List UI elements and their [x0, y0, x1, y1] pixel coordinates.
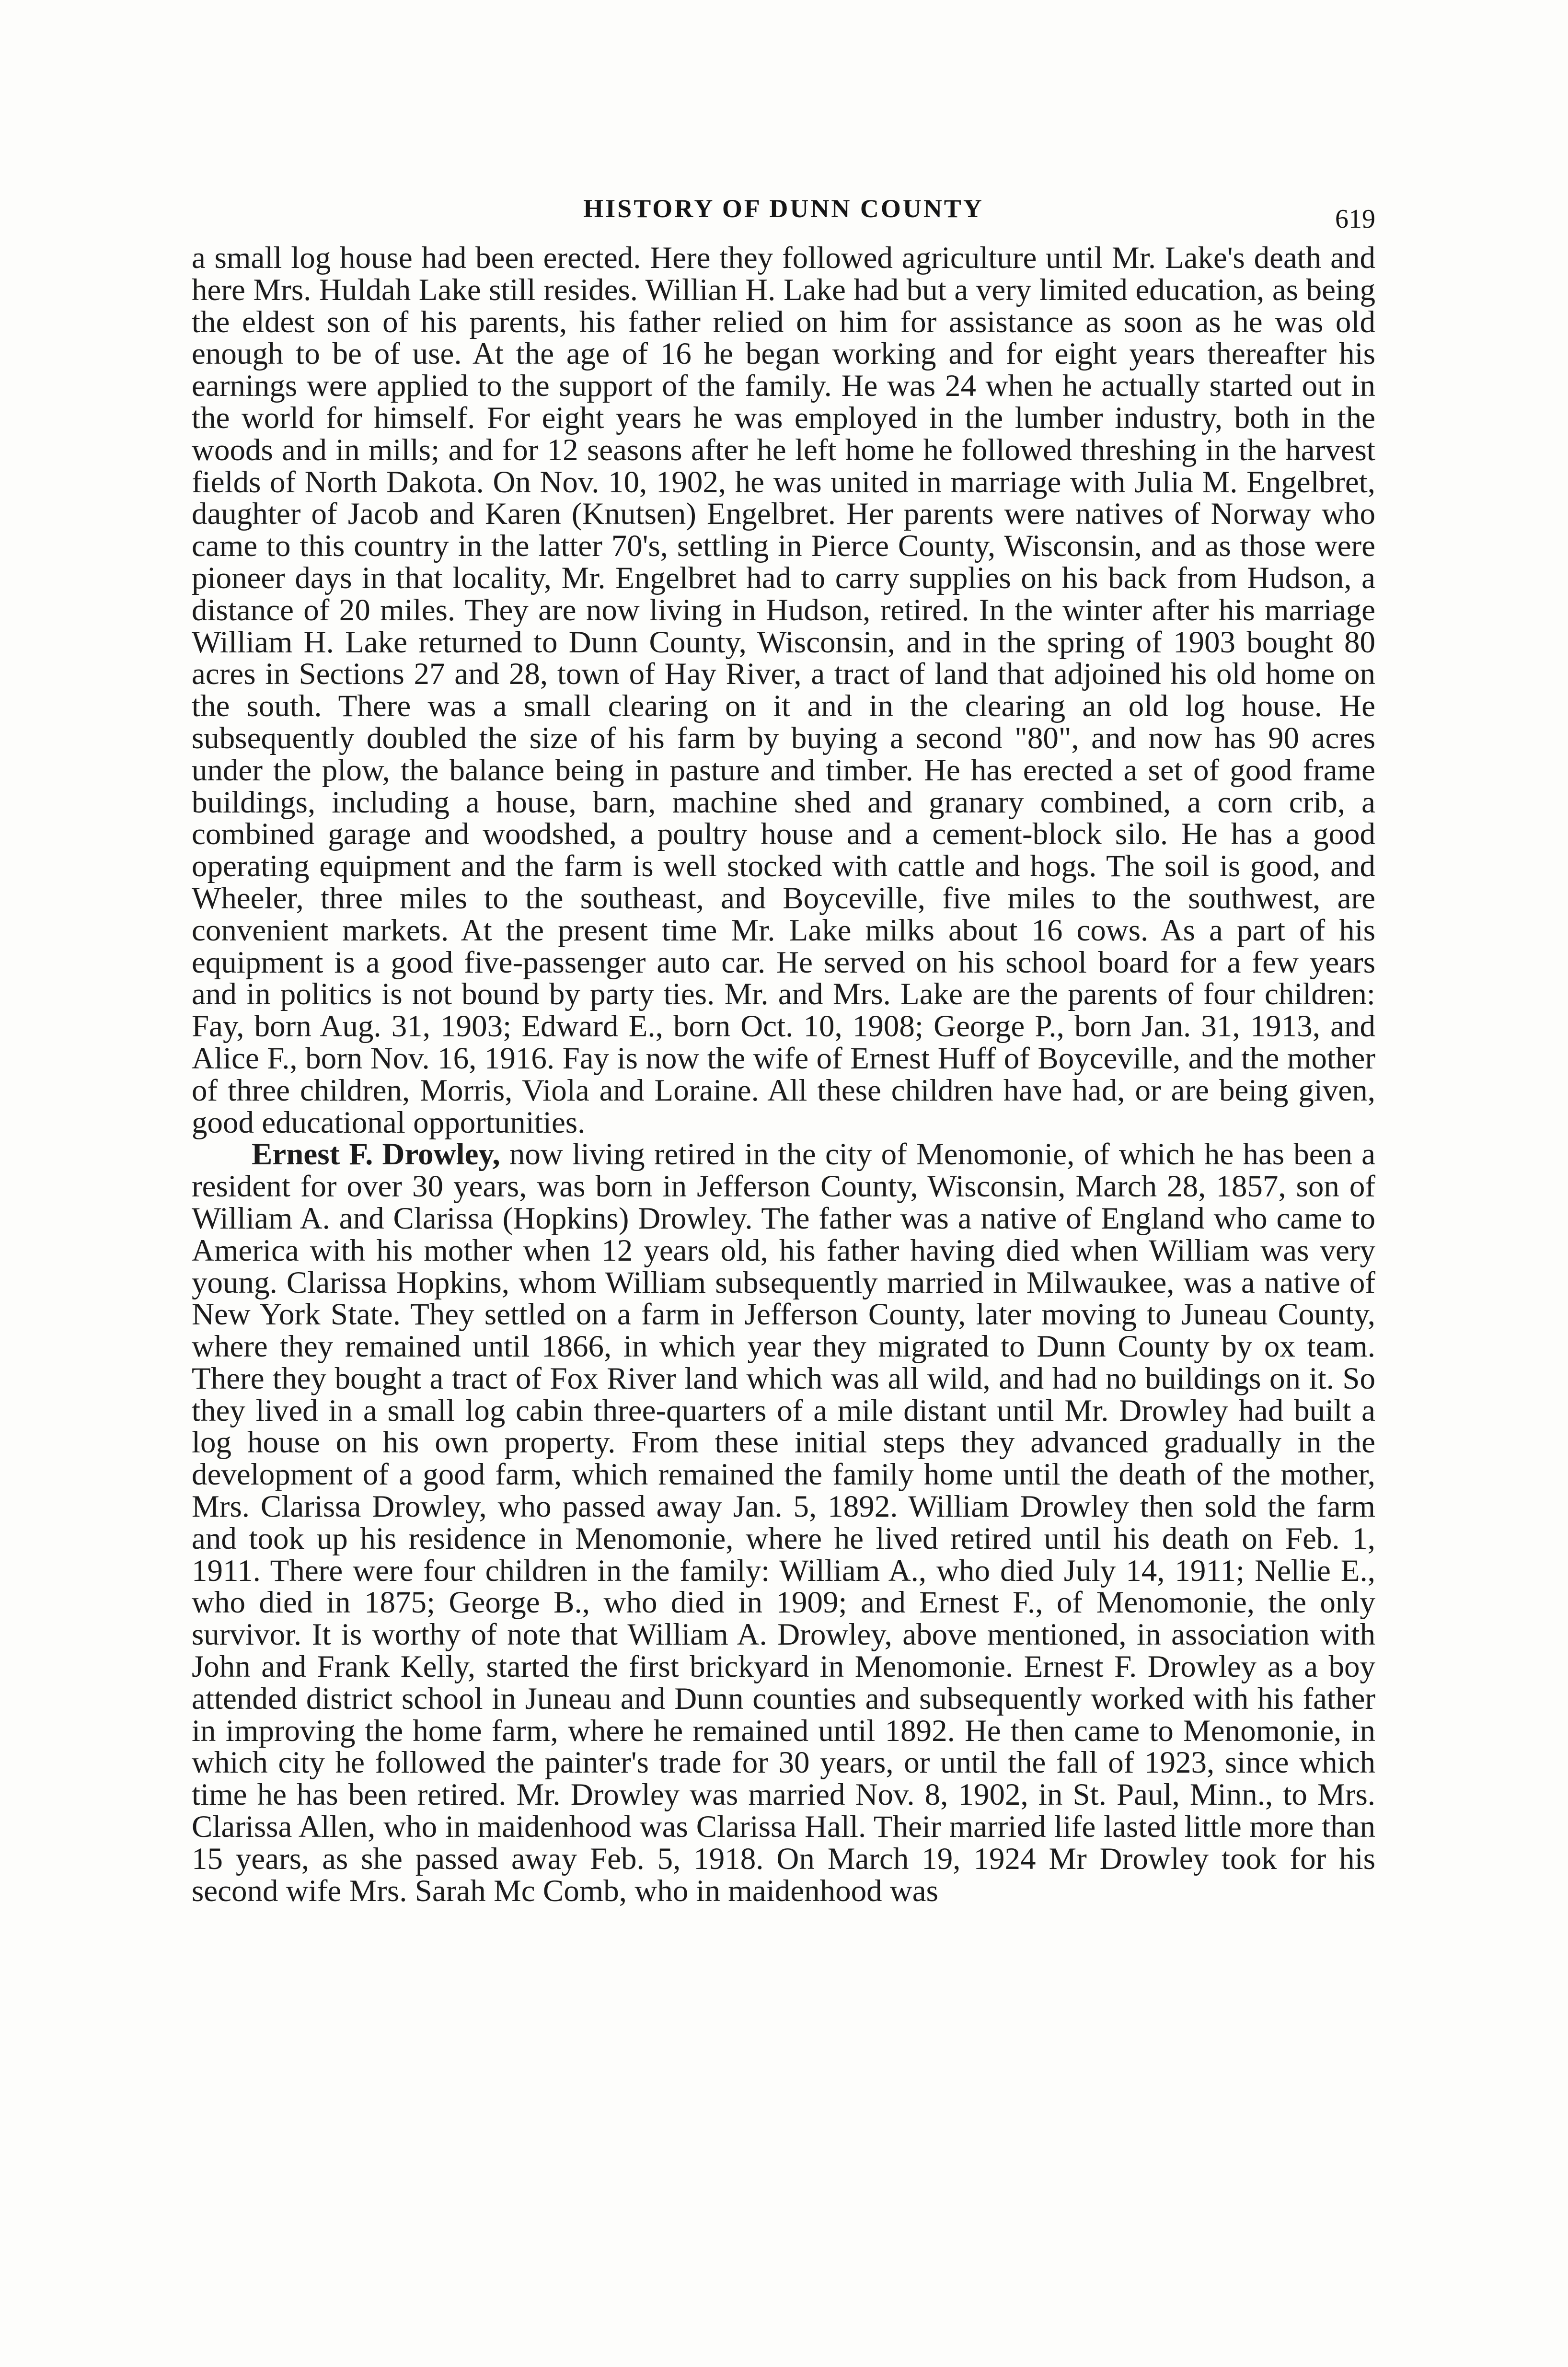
- paragraph-text: a small log house had been erected. Here they followed agriculture until Mr. Lake's death and here Mrs. Huldah Lake still resides. Willian H. Lake had but a very limited education, as being the eldest son of his parents, his father relied on him for assistance as soon as he was old enough to be of use. At the age of 16 he began working and for eight years thereafter his earnings were applied to the support of the family. He was 24 when he actually started out in the world for himself. For eight years he was employed in the lumber industry, both in the woods and in mills; and for 12 seasons after he left home he followed threshing in the harvest fields of North Dakota. On Nov. 10, 1902, he was united in marriage with Julia M. Engelbret, daughter of Jacob and Karen (Knutsen) Engelbret. Her parents were natives of Norway who came to this country in the latter 70's, settling in Pierce County, Wisconsin, and as those were pioneer days in that locality, Mr. Engelbret had to carry supplies on his back from Hudson, a distance of 20 miles. They are now living in Hudson, retired. In the winter after his marriage William H. Lake returned to Dunn County, Wisconsin, and in the spring of 1903 bought 80 acres in Sections 27 and 28, town of Hay River, a tract of land that adjoined his old home on the south. There was a small clearing on it and in the clearing an old log house. He subsequently doubled the size of his farm by buying a second "80", and now has 90 acres under the plow, the balance being in pasture and timber. He has erected a set of good frame buildings, including a house, barn, machine shed and granary combined, a corn crib, a combined garage and woodshed, a poultry house and a cement-block silo. He has a good operating equipment and the farm is well stocked with cattle and hogs. The soil is good, and Wheeler, three miles to the southeast, and Boyceville, five miles to the southwest, are convenient markets. At the present time Mr. Lake milks about 16 cows. As a part of his equipment is a good five-passenger auto car. He served on his school board for a few years and in politics is not bound by party ties. Mr. and Mrs. Lake are the parents of four children: Fay, born Aug. 31, 1903; Edward E., born Oct. 10, 1908; George P., born Jan. 31, 1913, and Alice F., born Nov. 16, 1916. Fay is now the wife of Ernest Huff of Boyceville, and the mother of three children, Morris, Viola and Loraine. All these children have had, or are being given, good educational opportunities.: [192, 242, 1375, 1140]
- paragraph-lake-continued: [192, 242, 1375, 1138]
- paragraph-drowley: [192, 1138, 1375, 1907]
- paragraph-text: now living retired in the city of Menomonie, of which he has been a resident for over 30 years, was born in Jefferson County, Wisconsin, March 28, 1857, son of William A. and Clarissa (Hopkins) Drowley. The father was a native of England who came to America with his mother when 12 years old, his father having died when William was very young. Clarissa Hopkins, whom William subsequently married in Milwaukee, was a native of New York State. They settled on a farm in Jefferson County, later moving to Juneau County, where they remained until 1866, in which year they migrated to Dunn County by ox team. There they bought a tract of Fox River land which was all wild, and had no buildings on it. So they lived in a small log cabin three-quarters of a mile distant until Mr. Drowley had built a log house on his own property. From these initial steps they advanced gradually in the development of a good farm, which remained the family home until the death of the mother, Mrs. Clarissa Drowley, who passed away Jan. 5, 1892. William Drowley then sold the farm and took up his residence in Menomonie, where he lived retired until his death on Feb. 1, 1911. There were four children in the family: William A., who died July 14, 1911; Nellie E., who died in 1875; George B., who died in 1909; and Ernest F., of Menomonie, the only survivor. It is worthy of note that William A. Drowley, above mentioned, in association with John and Frank Kelly, started the first brickyard in Menomonie. Ernest F. Drowley as a boy attended district school in Juneau and Dunn counties and subsequently worked with his father in improving the home farm, where he remained until 1892. He then came to Menomonie, in which city he followed the painter's trade for 30 years, or until the fall of 1923, since which time he has been retired. Mr. Drowley was married Nov. 8, 1902, in St. Paul, Minn., to Mrs. Clarissa Allen, who in maidenhood was Clarissa Hall. Their married life lasted little more than 15 years, as she passed away Feb. 5, 1918. On March 19, 1924 Mr Drowley took for his second wife Mrs. Sarah Mc Comb, who in maidenhood was: [192, 1137, 1375, 1908]
- running-head: HISTORY OF DUNN COUNTY: [583, 194, 984, 223]
- body-text: [192, 242, 1375, 2183]
- page-number: 619: [1335, 204, 1375, 234]
- page-header: [192, 189, 1375, 234]
- biography-name-heading: Ernest F. Drowley,: [252, 1137, 500, 1172]
